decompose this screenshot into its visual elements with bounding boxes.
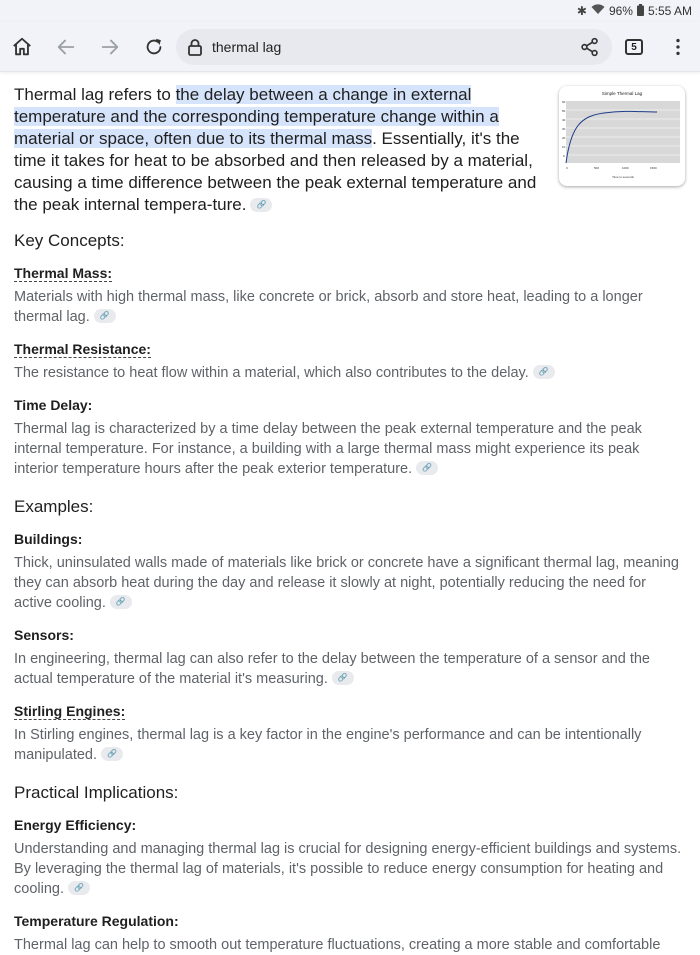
- definition-thermal-resistance: [14, 363, 686, 383]
- term-label: Thermal Mass:: [14, 265, 113, 281]
- term-label: Buildings:: [14, 531, 83, 547]
- definition-text: In Stirling engines, thermal lag is a key factor in the engine's performance and can be intentionally manipulated.: [14, 727, 642, 763]
- lock-icon: [186, 38, 204, 56]
- definition-text: Materials with high thermal mass, like concrete or brick, absorb and store heat, leading to a longer thermal lag.: [14, 289, 643, 325]
- definition-energy-efficiency: [14, 839, 686, 899]
- battery-icon: [637, 4, 644, 19]
- share-icon: [579, 36, 601, 58]
- thumbnail-xtick: 1500: [650, 166, 657, 170]
- thumbnail-xtick: 0: [566, 166, 568, 170]
- term-thermal-mass[interactable]: [14, 265, 686, 281]
- section-heading-examples: Examples:: [14, 497, 94, 516]
- definition-time-delay: [14, 419, 686, 479]
- intro-text-after: . Essentially, it's the time it takes for heat to be absorbed and then released by a material, causing a time difference between the peak external temperature and the peak internal tempera-ture.: [14, 129, 537, 214]
- intro-text-before: Thermal lag refers to: [14, 85, 176, 104]
- reload-icon: [143, 36, 165, 58]
- thumbnail-xtick: 1000: [622, 166, 629, 170]
- reload-button[interactable]: [132, 25, 176, 69]
- status-bar: [0, 0, 700, 22]
- definition-text: Thick, uninsulated walls made of materials like brick or concrete have a significant thermal lag, meaning they can absorb heat during the day and release it slowly at night, potentially reducing the need for active cooling.: [14, 555, 679, 611]
- url-text: thermal lag: [212, 39, 282, 55]
- term-label: Sensors:: [14, 627, 74, 643]
- term-energy-efficiency: [14, 817, 686, 833]
- term-temperature-regulation: [14, 913, 686, 929]
- wifi-icon: [591, 4, 605, 18]
- back-button[interactable]: [44, 25, 88, 69]
- thumbnail-ytick: 0: [563, 154, 565, 158]
- home-button[interactable]: [0, 25, 44, 69]
- definition-text: Thermal lag is characterized by a time delay between the peak external temperature and the peak internal temperature. For instance, a building with a large thermal mass might experience its peak interior temperature hours after the peak exterior temperature.: [14, 421, 642, 477]
- battery-percent: 96%: [608, 4, 633, 18]
- section-heading-key-concepts: Key Concepts:: [14, 231, 125, 250]
- definition-text: Understanding and managing thermal lag is crucial for designing energy-efficient buildings and systems. By leveraging the thermal lag of materials, it's possible to reduce energy consumption for heating and cooling.: [14, 841, 682, 897]
- intro-block: [14, 84, 686, 216]
- definition-stirling-engines: [14, 725, 686, 765]
- menu-button[interactable]: [656, 25, 700, 69]
- answer-content: [14, 84, 686, 955]
- forward-button[interactable]: [88, 25, 132, 69]
- term-label: Time Delay:: [14, 397, 93, 413]
- term-label: Thermal Resistance:: [14, 341, 151, 357]
- term-time-delay: [14, 397, 686, 413]
- thumbnail-xtick: 500: [594, 166, 600, 170]
- more-vert-icon: [667, 36, 689, 58]
- definition-text: Thermal lag can help to smooth out temperature fluctuations, creating a more stable and comfortable: [14, 937, 661, 953]
- thumbnail-ytick: 60: [562, 100, 566, 104]
- thumbnail-ytick: 50: [562, 109, 566, 113]
- definition-sensors: [14, 649, 686, 689]
- clock-time: 5:55 AM: [647, 4, 692, 18]
- term-label: Stirling Engines:: [14, 703, 126, 719]
- term-thermal-resistance[interactable]: [14, 341, 686, 357]
- thumbnail-ytick: 20: [562, 136, 566, 140]
- term-label: Energy Efficiency:: [14, 817, 137, 833]
- link-icon[interactable]: 🔗: [68, 881, 90, 895]
- section-heading-practical-implications: Practical Implications:: [14, 783, 179, 802]
- thumbnail-plot-area: [566, 101, 680, 163]
- term-buildings: [14, 531, 686, 547]
- address-bar[interactable]: [176, 29, 612, 65]
- definition-temperature-regulation: [14, 935, 686, 955]
- thumbnail-ytick: 30: [562, 127, 566, 131]
- link-icon[interactable]: 🔗: [250, 198, 272, 212]
- term-stirling-engines[interactable]: [14, 703, 686, 719]
- tab-count: 5: [625, 39, 643, 55]
- link-icon[interactable]: 🔗: [101, 747, 123, 761]
- link-icon[interactable]: 🔗: [332, 671, 354, 685]
- definition-thermal-mass: [14, 287, 686, 327]
- definition-buildings: [14, 553, 686, 613]
- thumbnail-xlabel: Time in seconds: [612, 175, 634, 179]
- home-icon: [11, 36, 33, 58]
- thumbnail-ytick: 40: [562, 118, 566, 122]
- share-button[interactable]: [568, 25, 612, 69]
- link-icon[interactable]: 🔗: [416, 461, 438, 475]
- intro-paragraph: [14, 84, 554, 216]
- link-icon[interactable]: 🔗: [94, 309, 116, 323]
- browser-toolbar: [0, 22, 700, 72]
- thumbnail-ytick: 10: [562, 145, 566, 149]
- arrow-left-icon: [55, 36, 77, 58]
- thermal-lag-chart-thumbnail[interactable]: [559, 86, 685, 186]
- thumbnail-title: Simple Thermal Lag: [601, 91, 643, 96]
- definition-text: In engineering, thermal lag can also refer to the delay between the temperature of a sensor and the actual temperature of the material it's measuring.: [14, 651, 650, 687]
- link-icon[interactable]: 🔗: [533, 365, 555, 379]
- term-sensors: [14, 627, 686, 643]
- arrow-right-icon: [99, 36, 121, 58]
- tab-switcher-button[interactable]: [612, 25, 656, 69]
- term-label: Temperature Regulation:: [14, 913, 179, 929]
- link-icon[interactable]: 🔗: [110, 595, 132, 609]
- intro-highlight: the delay between a change in external temperature and the corresponding temperature change within a material or space, often due to its thermal mass: [14, 85, 499, 148]
- definition-text: The resistance to heat flow within a material, which also contributes to the delay.: [14, 365, 529, 381]
- bluetooth-icon: ✱: [576, 4, 587, 18]
